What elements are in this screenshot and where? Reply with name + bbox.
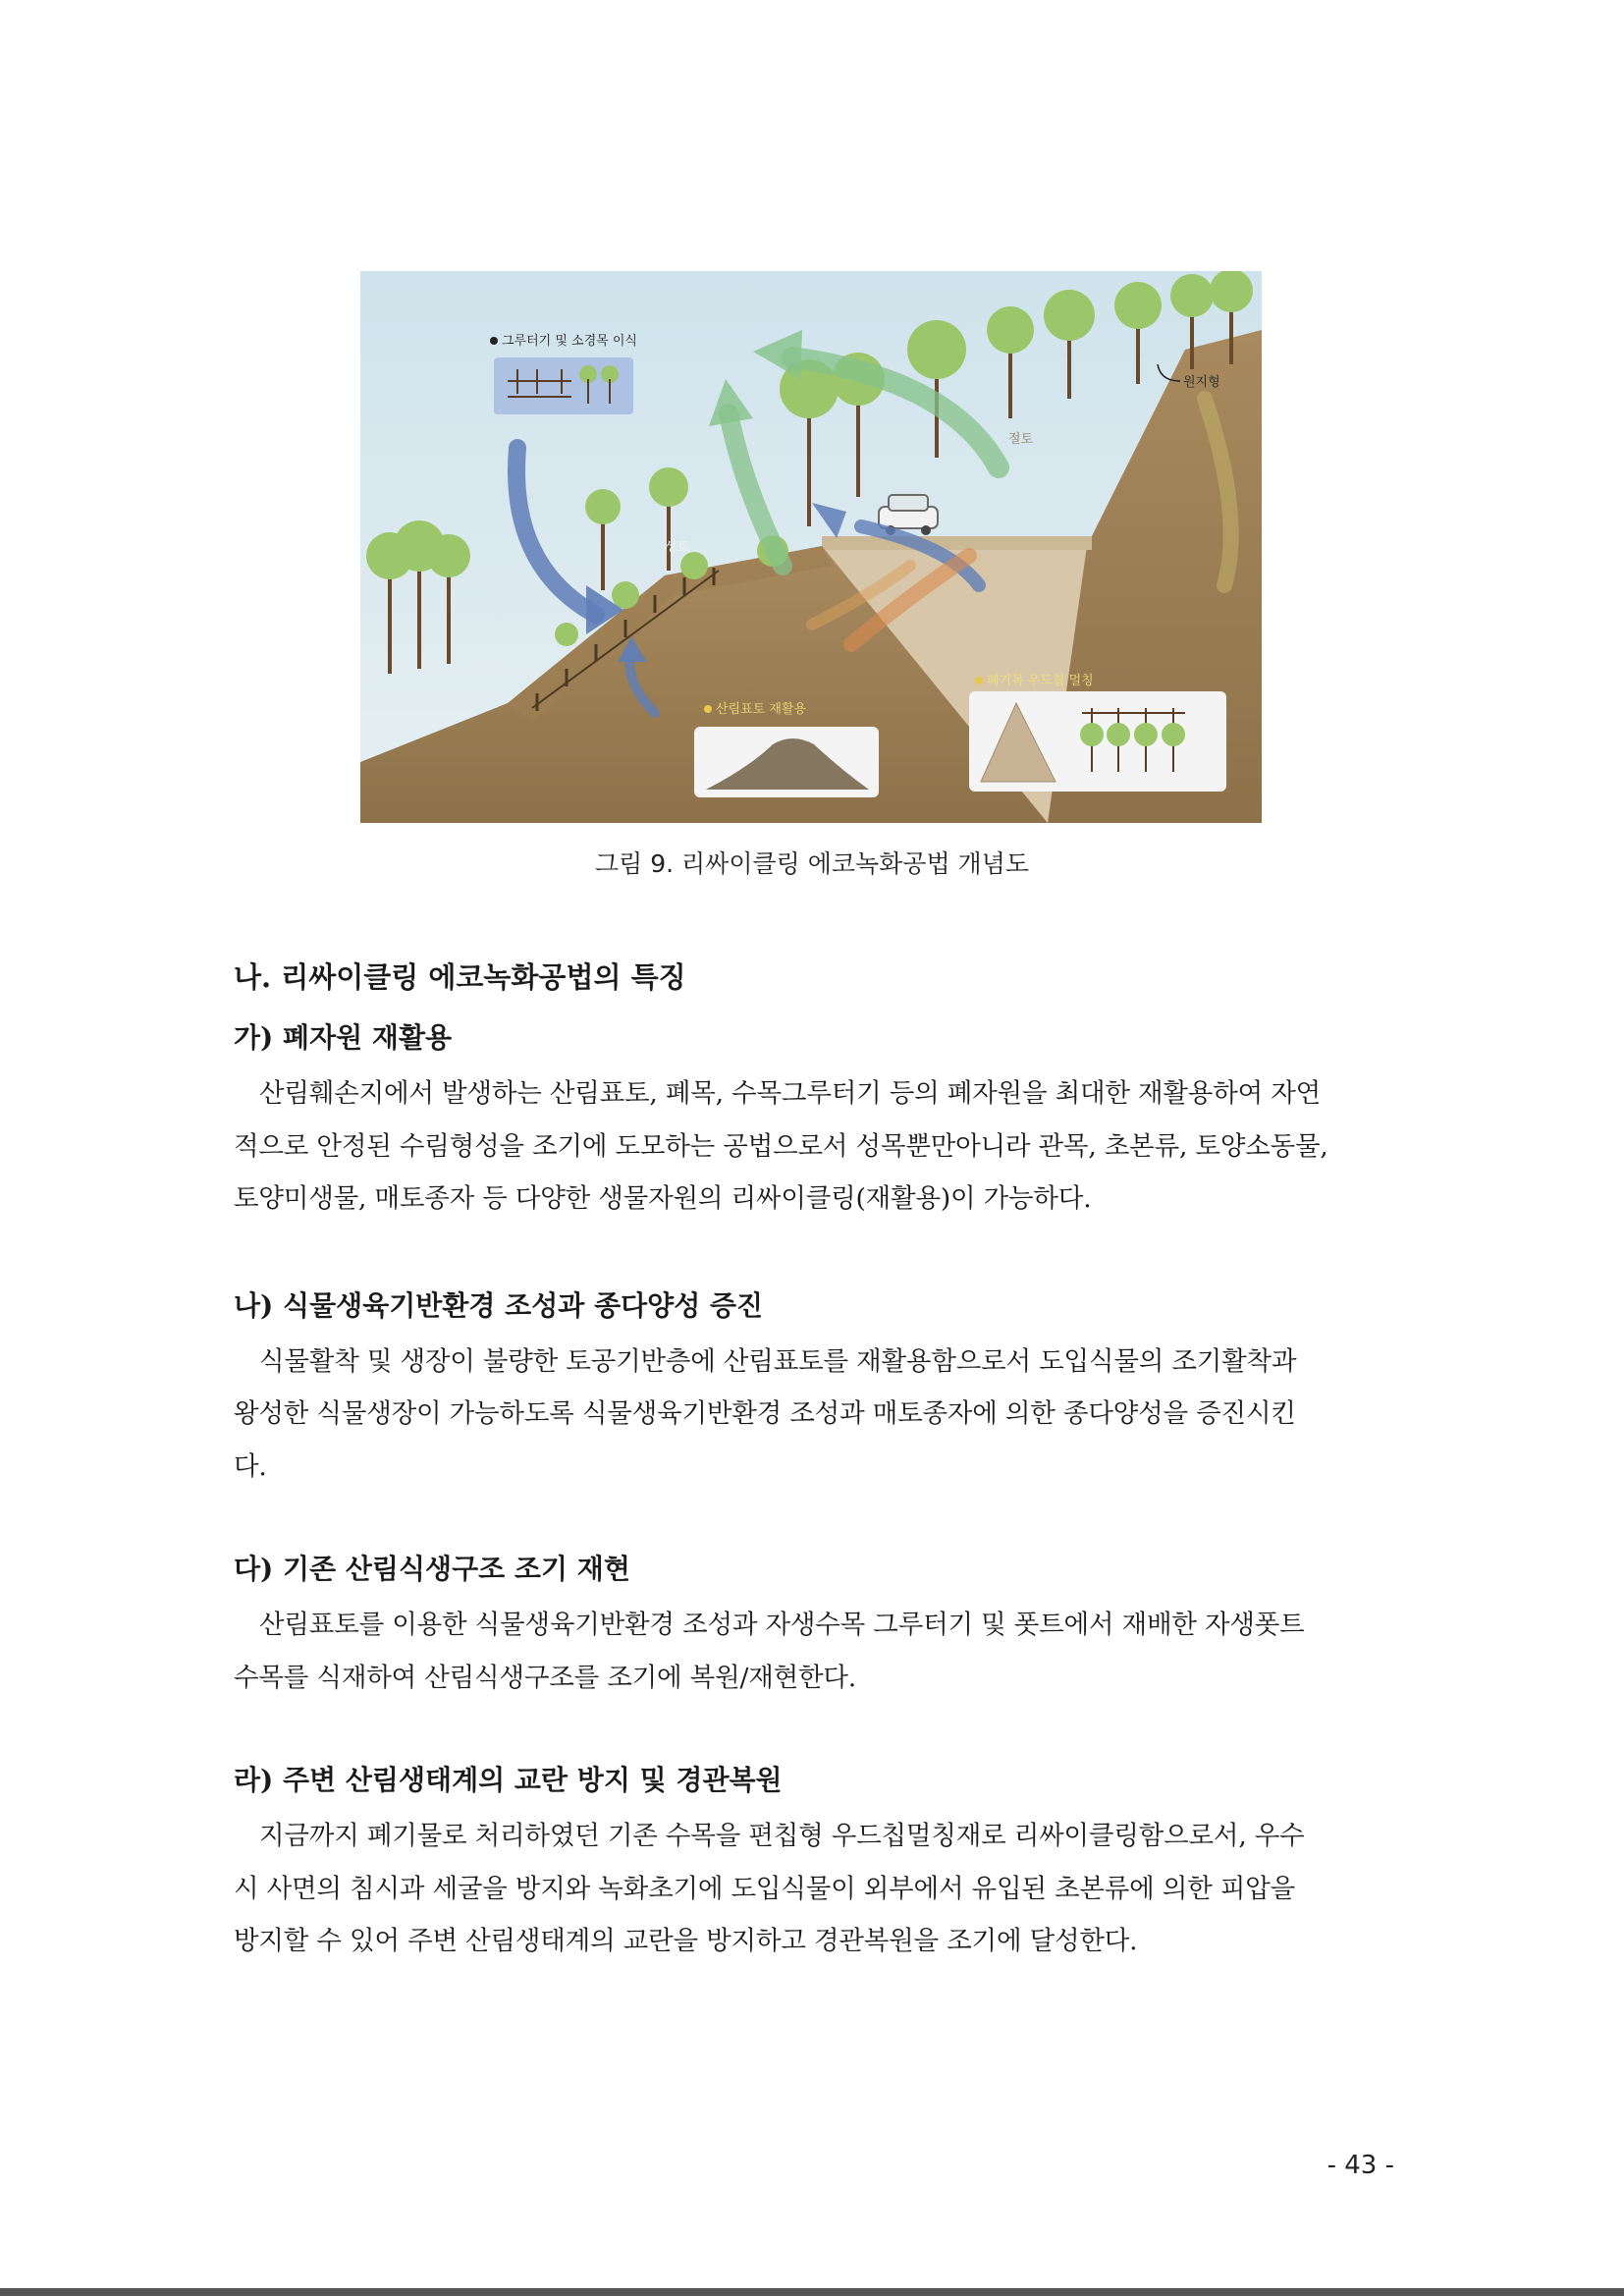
paragraph-line: 수목를 식재하여 산림식생구조를 조기에 복원/재현한다.	[234, 1662, 857, 1693]
subsection-heading: 가) 폐자원 재활용	[234, 1021, 453, 1054]
label-stump-transplant: 그루터기 및 소경목 이식	[502, 334, 637, 349]
stump-transplant-box	[494, 357, 633, 414]
subsection-ecosystem-protection	[234, 1761, 1392, 1968]
subsection-heading: 나) 식물생육기반환경 조성과 종다양성 증진	[234, 1288, 764, 1322]
label-woodchip-mulch: 폐기목 우드칩 멀칭	[987, 674, 1094, 688]
subsection-paragraph	[234, 1067, 1392, 1226]
subsection-paragraph	[234, 1599, 1392, 1704]
page-number: - 43 -	[1326, 2151, 1394, 2180]
subsection-growth-environment	[234, 1286, 1392, 1494]
subsection-paragraph	[234, 1810, 1392, 1968]
subsection-heading: 다) 기존 산림식생구조 조기 재현	[234, 1553, 630, 1585]
label-fill: 성토	[665, 540, 690, 555]
subsection-vegetation-structure	[234, 1550, 1392, 1704]
paragraph-line: 산림훼손지에서 발생하는 산림표토, 폐목, 수목그루터기 등의 폐자원을 최대한 재활용하여 자연	[259, 1078, 1322, 1109]
subsection-waste-recycling	[234, 1018, 1392, 1226]
section-title: 나. 리싸이클링 에코녹화공법의 특징	[234, 960, 686, 994]
paragraph-line: 적으로 안정된 수림형성을 조기에 도모하는 공법으로서 성목뿐만아니라 관목, 초본류, 토양소동물,	[234, 1130, 1328, 1162]
paragraph-line: 방지할 수 있어 주변 산림생태계의 교란을 방지하고 경관복원을 조기에 달성한다.	[234, 1926, 1138, 1956]
paragraph-line: 식물활착 및 생장이 불량한 토공기반층에 산림표토를 재활용함으로서 도입식물의 조기활착과	[259, 1345, 1297, 1377]
label-topsoil-reuse: 산림표토 재활용	[716, 702, 807, 717]
bottom-border	[0, 2288, 1624, 2296]
subsection-heading: 라) 주변 산림생태계의 교란 방지 및 경관복원	[234, 1764, 783, 1796]
paragraph-line: 지금까지 폐기물로 처리하였던 기존 수목을 편칩형 우드칩멀칭재로 리싸이클링함으로서, 우수	[259, 1821, 1305, 1851]
subsection-paragraph	[234, 1336, 1392, 1494]
figure-caption: 그림 9. 리싸이클링 에코녹화공법 개념도	[594, 849, 1030, 878]
paragraph-line: 토양미생물, 매토종자 등 다양한 생물자원의 리싸이클링(재활용)이 가능하다.	[234, 1183, 1092, 1214]
main-content	[234, 957, 1392, 2025]
bullet-woodchip-mulch	[975, 677, 983, 684]
label-cut: 절토	[1008, 432, 1034, 447]
paragraph-line: 다.	[234, 1450, 267, 1482]
bullet-topsoil-reuse	[704, 705, 712, 713]
label-original-terrain: 원지형	[1183, 375, 1220, 390]
figure-eco-greening-diagram	[360, 271, 1262, 823]
paragraph-line: 왕성한 식물생장이 가능하도록 식물생육기반환경 조성과 매토종자에 의한 종다양성을 증진시킨	[234, 1398, 1296, 1429]
paragraph-line: 산림표토를 이용한 식물생육기반환경 조성과 자생수목 그루터기 및 폿트에서 재배한 자생폿트	[259, 1610, 1305, 1640]
bullet-stump-transplant	[490, 337, 498, 345]
paragraph-line: 시 사면의 침시과 세굴을 방지와 녹화초기에 도입식물이 외부에서 유입된 초본류에 의한 피압을	[234, 1873, 1296, 1904]
road-bench	[822, 536, 1092, 550]
